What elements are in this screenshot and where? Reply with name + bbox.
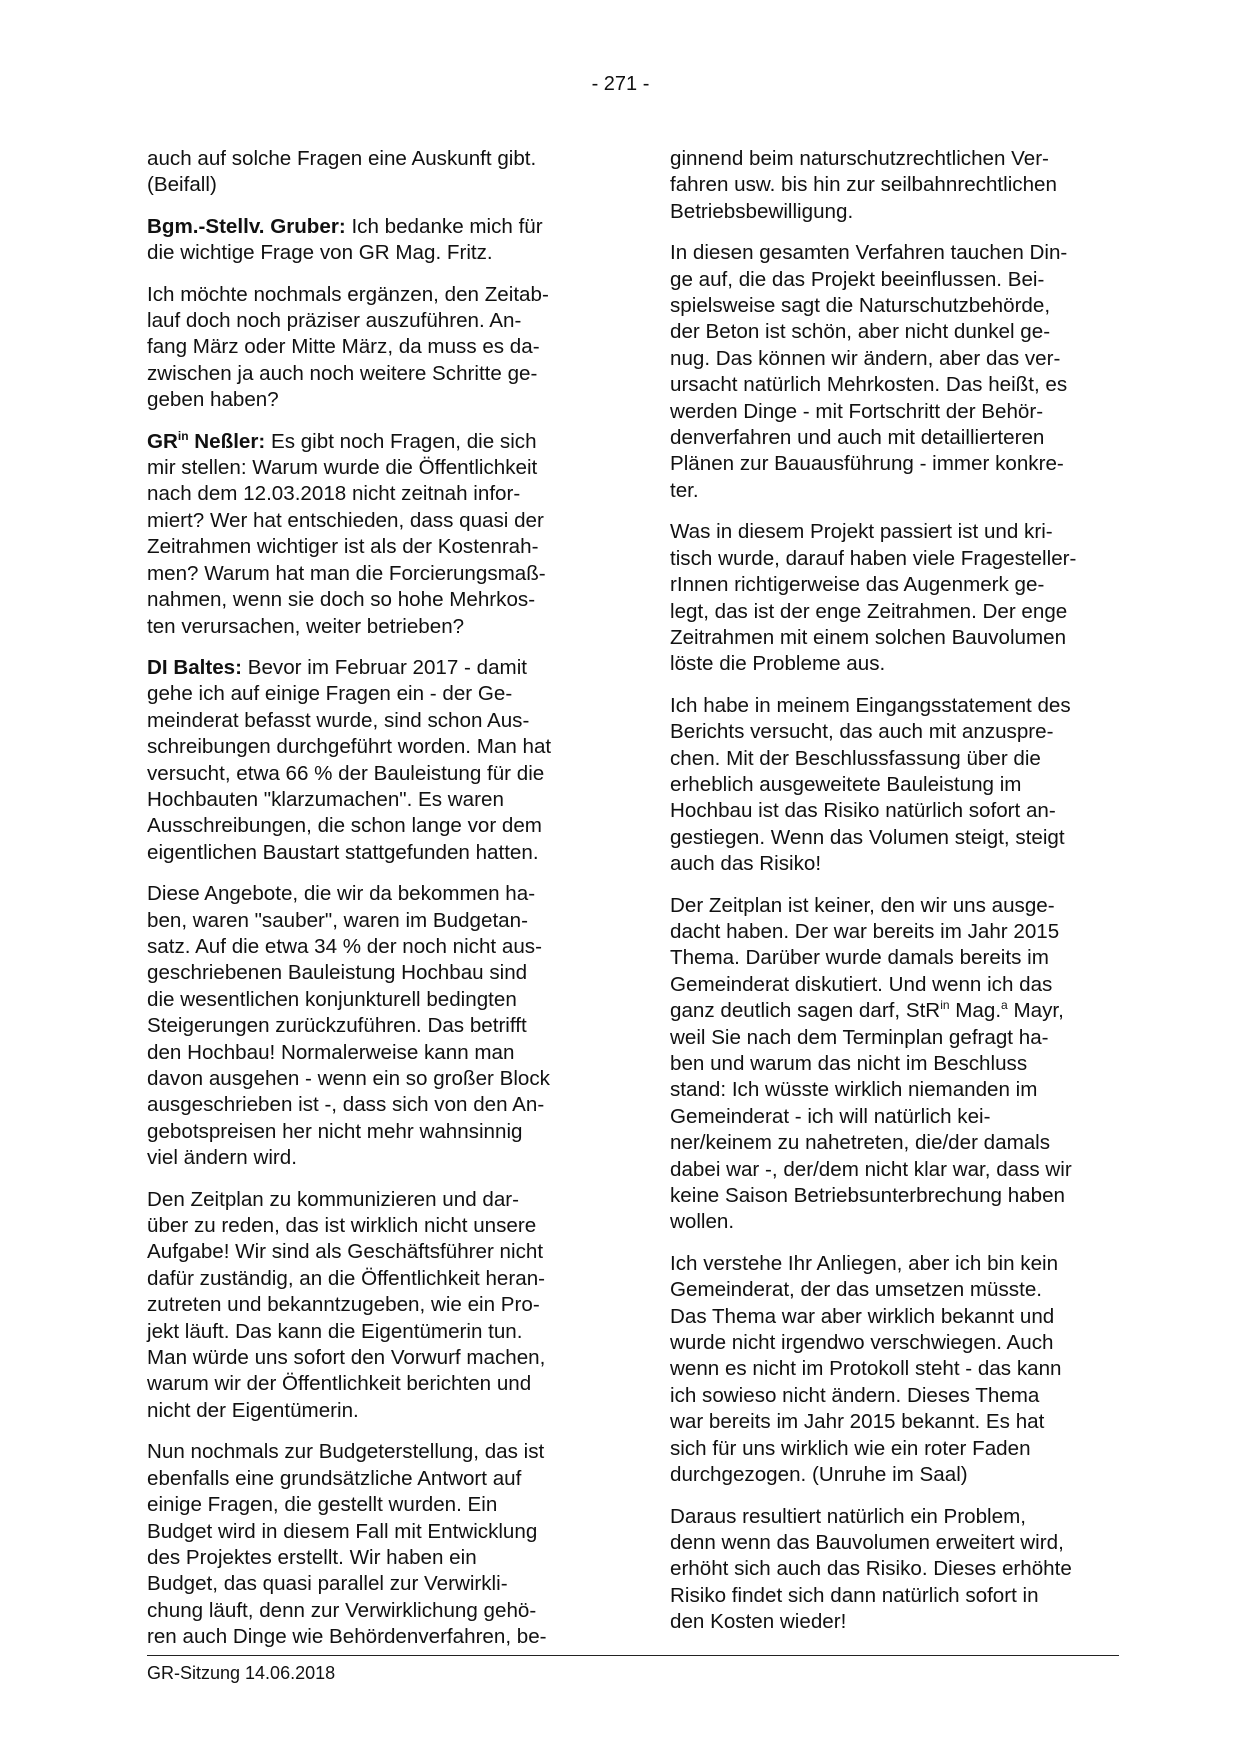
text-line: nug. Das können wir ändern, aber das ver- <box>670 346 1061 370</box>
text-line: ner/keinem zu nahetreten, die/der damals <box>670 1131 1051 1155</box>
text-line: Ausschreibungen, die schon lange vor dem <box>147 814 542 838</box>
text-line: Berichts versucht, das auch mit anzuspre- <box>670 720 1054 744</box>
title-superscript: in <box>940 998 950 1013</box>
text-line: viel ändern wird. <box>147 1146 297 1170</box>
text-line: weil Sie nach dem Terminplan gefragt ha- <box>670 1025 1049 1049</box>
text-line: Thema. Darüber wurde damals bereits im <box>670 946 1049 970</box>
paragraph <box>147 429 591 640</box>
text-line: gestiegen. Wenn das Volumen steigt, steigt <box>670 825 1065 849</box>
text-line: fang März oder Mitte März, da muss es da- <box>147 335 540 359</box>
text-line: des Projektes erstellt. Wir haben ein <box>147 1545 477 1569</box>
text-line: ben, waren "sauber", waren im Budgetan- <box>147 908 528 932</box>
text-line: men? Warum hat man die Forcierungsmaß- <box>147 561 546 585</box>
speaker-name: Bgm.-Stellv. Gruber: <box>147 214 346 238</box>
text-line: Hochbauten "klarzumachen". Es waren <box>147 787 504 811</box>
text-line: den Hochbau! Normalerweise kann man <box>147 1040 515 1064</box>
text-line: auch auf solche Fragen eine Auskunft gibt. <box>147 147 537 170</box>
text-line: keine Saison Betriebsunterbrechung haben <box>670 1184 1065 1208</box>
text-line: Zeitrahmen mit einem solchen Bauvolumen <box>670 625 1067 649</box>
text-line: Hochbau ist das Risiko natürlich sofort an- <box>670 799 1056 823</box>
text-fragment: Mag. <box>949 999 1002 1023</box>
text-line: erheblich ausgeweitete Bauleistung im <box>670 772 1022 796</box>
text-line: dacht haben. Der war bereits im Jahr 2015 <box>670 919 1060 943</box>
text-line: chen. Mit der Beschlussfassung über die <box>670 746 1041 770</box>
text-line: ginnend beim naturschutzrechtlichen Ver- <box>670 147 1049 170</box>
text-line: einige Fragen, die gestellt wurden. Ein <box>147 1493 498 1517</box>
text-line: spielsweise sagt die Naturschutzbehörde, <box>670 294 1051 318</box>
text-line: meinderat befasst wurde, sind schon Aus- <box>147 708 530 732</box>
text-line: warum wir der Öffentlichkeit berichten und <box>147 1372 532 1396</box>
paragraph <box>670 1504 1114 1636</box>
text-line: den Kosten wieder! <box>670 1610 847 1634</box>
text-line: wenn es nicht im Protokoll steht - das kann <box>670 1357 1062 1381</box>
text-line: Ich verstehe Ihr Anliegen, aber ich bin kein <box>670 1251 1059 1275</box>
text-line: ge auf, die das Projekt beeinflussen. Bei- <box>670 267 1045 291</box>
text-line: Budget wird in diesem Fall mit Entwicklung <box>147 1519 538 1543</box>
text-line: versucht, etwa 66 % der Bauleistung für die <box>147 761 545 785</box>
text-line: Ich habe in meinem Eingangsstatement des <box>670 693 1071 717</box>
text-line: legt, das ist der enge Zeitrahmen. Der enge <box>670 599 1068 623</box>
text-line: Den Zeitplan zu kommunizieren und dar- <box>147 1187 520 1211</box>
text-line: Diese Angebote, die wir da bekommen ha- <box>147 882 536 906</box>
text-line: ausgeschrieben ist -, dass sich von den An- <box>147 1093 545 1117</box>
text-line: schreibungen durchgeführt worden. Man hat <box>147 735 552 759</box>
paragraph <box>147 1187 591 1425</box>
text-fragment: Bevor im Februar 2017 - damit <box>242 655 527 679</box>
text-line: (Beifall) <box>147 173 217 197</box>
text-line <box>147 655 591 681</box>
text-line: werden Dinge - mit Fortschritt der Behör- <box>670 399 1044 423</box>
text-line: Das Thema war aber wirklich bekannt und <box>670 1304 1055 1328</box>
text-fragment: Es gibt noch Fragen, die sich <box>265 429 537 453</box>
speaker-name <box>147 430 265 453</box>
text-line: Zeitrahmen wichtiger ist als der Kostenrah- <box>147 535 539 559</box>
text-line: Der Zeitplan ist keiner, den wir uns ausge- <box>670 893 1055 917</box>
page-number: - 271 - <box>591 73 650 95</box>
text-line: erhöht sich auch das Risiko. Dieses erhöhte <box>670 1557 1072 1581</box>
text-line: stand: Ich wüsste wirklich niemanden im <box>670 1078 1038 1102</box>
text-line: Nun nochmals zur Budgeterstellung, das ist <box>147 1440 545 1464</box>
text-line: über zu reden, das ist wirklich nicht unsere <box>147 1214 537 1238</box>
text-line: Steigerungen zurückzuführen. Das betrifft <box>147 1014 527 1038</box>
text-line: Gemeinderat diskutiert. Und wenn ich das <box>670 972 1053 996</box>
paragraph <box>147 881 591 1171</box>
speaker-title-superscript: in <box>177 428 189 443</box>
text-line: eigentlichen Baustart stattgefunden hatten. <box>147 840 539 864</box>
text-line <box>147 429 591 455</box>
text-line: ebenfalls eine grundsätzliche Antwort auf <box>147 1466 522 1490</box>
text-line: ben und warum das nicht im Beschluss <box>670 1052 1028 1075</box>
paragraph <box>670 693 1114 878</box>
text-line: nahmen, wenn sie doch so hohe Mehrkos- <box>147 588 536 612</box>
text-line <box>147 214 591 240</box>
text-line: Gemeinderat, der das umsetzen müsste. <box>670 1278 1043 1302</box>
text-line: ter. <box>670 478 699 502</box>
text-line: die wichtige Frage von GR Mag. Fritz. <box>147 241 493 265</box>
text-line: Risiko findet sich dann natürlich sofort in <box>670 1583 1039 1607</box>
text-line: wurde nicht irgendwo verschwiegen. Auch <box>670 1331 1054 1355</box>
text-line: davon ausgehen - wenn ein so großer Block <box>147 1067 550 1090</box>
text-line: rInnen richtigerweise das Augenmerk ge- <box>670 573 1045 597</box>
text-line: gehe ich auf einige Fragen ein - der Ge- <box>147 682 513 706</box>
text-line: mir stellen: Warum wurde die Öffentlichkeit <box>147 456 538 480</box>
text-line: nicht der Eigentümerin. <box>147 1398 359 1422</box>
paragraph <box>147 1439 591 1650</box>
text-line: geben haben? <box>147 388 279 412</box>
text-line <box>670 998 1114 1024</box>
text-line: In diesen gesamten Verfahren tauchen Din- <box>670 241 1068 265</box>
text-line: löste die Probleme aus. <box>670 652 886 676</box>
paragraph <box>670 893 1114 1236</box>
text-line: nach dem 12.03.2018 nicht zeitnah infor- <box>147 482 521 506</box>
paragraph <box>147 655 591 866</box>
paragraph <box>670 1251 1114 1489</box>
footer-divider <box>147 1655 1119 1656</box>
text-fragment: Mayr, <box>1007 999 1064 1023</box>
left-column <box>147 146 591 1666</box>
title-superscript: a <box>1001 998 1008 1013</box>
text-line: die wesentlichen konjunkturell bedingten <box>147 987 517 1011</box>
text-line: dabei war -, der/dem nicht klar war, dass wir <box>670 1157 1072 1181</box>
paragraph <box>147 214 591 267</box>
text-fragment: Ich bedanke mich für <box>345 214 543 238</box>
text-line: Betriebsbewilligung. <box>670 199 854 223</box>
text-line: Plänen zur Bauausführung - immer konkre- <box>670 452 1064 476</box>
text-line: ren auch Dinge wie Behördenverfahren, be- <box>147 1625 547 1649</box>
speaker-surname: Neßler: <box>188 429 266 453</box>
text-line: ten verursachen, weiter betrieben? <box>147 614 465 638</box>
text-line: denverfahren und auch mit detaillierteren <box>670 426 1045 450</box>
text-line: fahren usw. bis hin zur seilbahnrechtlichen <box>670 173 1057 197</box>
paragraph <box>147 282 591 414</box>
paragraph <box>670 146 1114 225</box>
footer-text: GR-Sitzung 14.06.2018 <box>147 1663 336 1683</box>
text-line: Budget, das quasi parallel zur Verwirkli- <box>147 1572 508 1596</box>
text-line: der Beton ist schön, aber nicht dunkel ge- <box>670 320 1051 344</box>
text-line: chung läuft, denn zur Verwirklichung gehö- <box>147 1598 537 1622</box>
text-line: lauf doch noch präziser auszuführen. An- <box>147 309 522 333</box>
paragraph <box>670 240 1114 504</box>
text-line: Aufgabe! Wir sind als Geschäftsführer nicht <box>147 1240 544 1264</box>
text-line: zutreten und bekanntzugeben, wie ein Pro- <box>147 1293 540 1317</box>
text-line: ich sowieso nicht ändern. Dieses Thema <box>670 1383 1040 1407</box>
text-line: tisch wurde, darauf haben viele Fragesteller- <box>670 546 1077 570</box>
text-line: gebotspreisen her nicht mehr wahnsinnig <box>147 1119 523 1143</box>
text-line: Man würde uns sofort den Vorwurf machen, <box>147 1346 546 1370</box>
text-line: Ich möchte nochmals ergänzen, den Zeitab- <box>147 282 549 306</box>
paragraph <box>670 519 1114 677</box>
text-line: Was in diesem Projekt passiert ist und kri- <box>670 520 1053 544</box>
text-line: wollen. <box>670 1210 735 1234</box>
text-line: sich für uns wirklich wie ein roter Faden <box>670 1436 1031 1460</box>
text-line: miert? Wer hat entschieden, dass quasi der <box>147 508 544 532</box>
speaker-name: DI Baltes: <box>147 655 242 679</box>
speaker-title: GR <box>147 429 178 453</box>
text-line: Gemeinderat - ich will natürlich kei- <box>670 1104 991 1128</box>
text-line: dafür zuständig, an die Öffentlichkeit heran- <box>147 1266 546 1290</box>
text-line: auch das Risiko! <box>670 852 822 876</box>
text-line: jekt läuft. Das kann die Eigentümerin tun. <box>147 1319 523 1343</box>
text-line: ursacht natürlich Mehrkosten. Das heißt, es <box>670 373 1068 397</box>
text-line: denn wenn das Bauvolumen erweitert wird, <box>670 1530 1064 1554</box>
text-line: durchgezogen. (Unruhe im Saal) <box>670 1463 968 1487</box>
paragraph <box>147 146 591 199</box>
text-line: geschriebenen Bauleistung Hochbau sind <box>147 961 528 985</box>
text-line: satz. Auf die etwa 34 % der noch nicht aus- <box>147 934 542 958</box>
text-line: war bereits im Jahr 2015 bekannt. Es hat <box>670 1410 1045 1434</box>
text-line: zwischen ja auch noch weitere Schritte ge- <box>147 361 538 385</box>
text-fragment: ganz deutlich sagen darf, StR <box>670 999 941 1023</box>
right-column <box>670 146 1114 1651</box>
text-line: Daraus resultiert natürlich ein Problem, <box>670 1504 1026 1528</box>
